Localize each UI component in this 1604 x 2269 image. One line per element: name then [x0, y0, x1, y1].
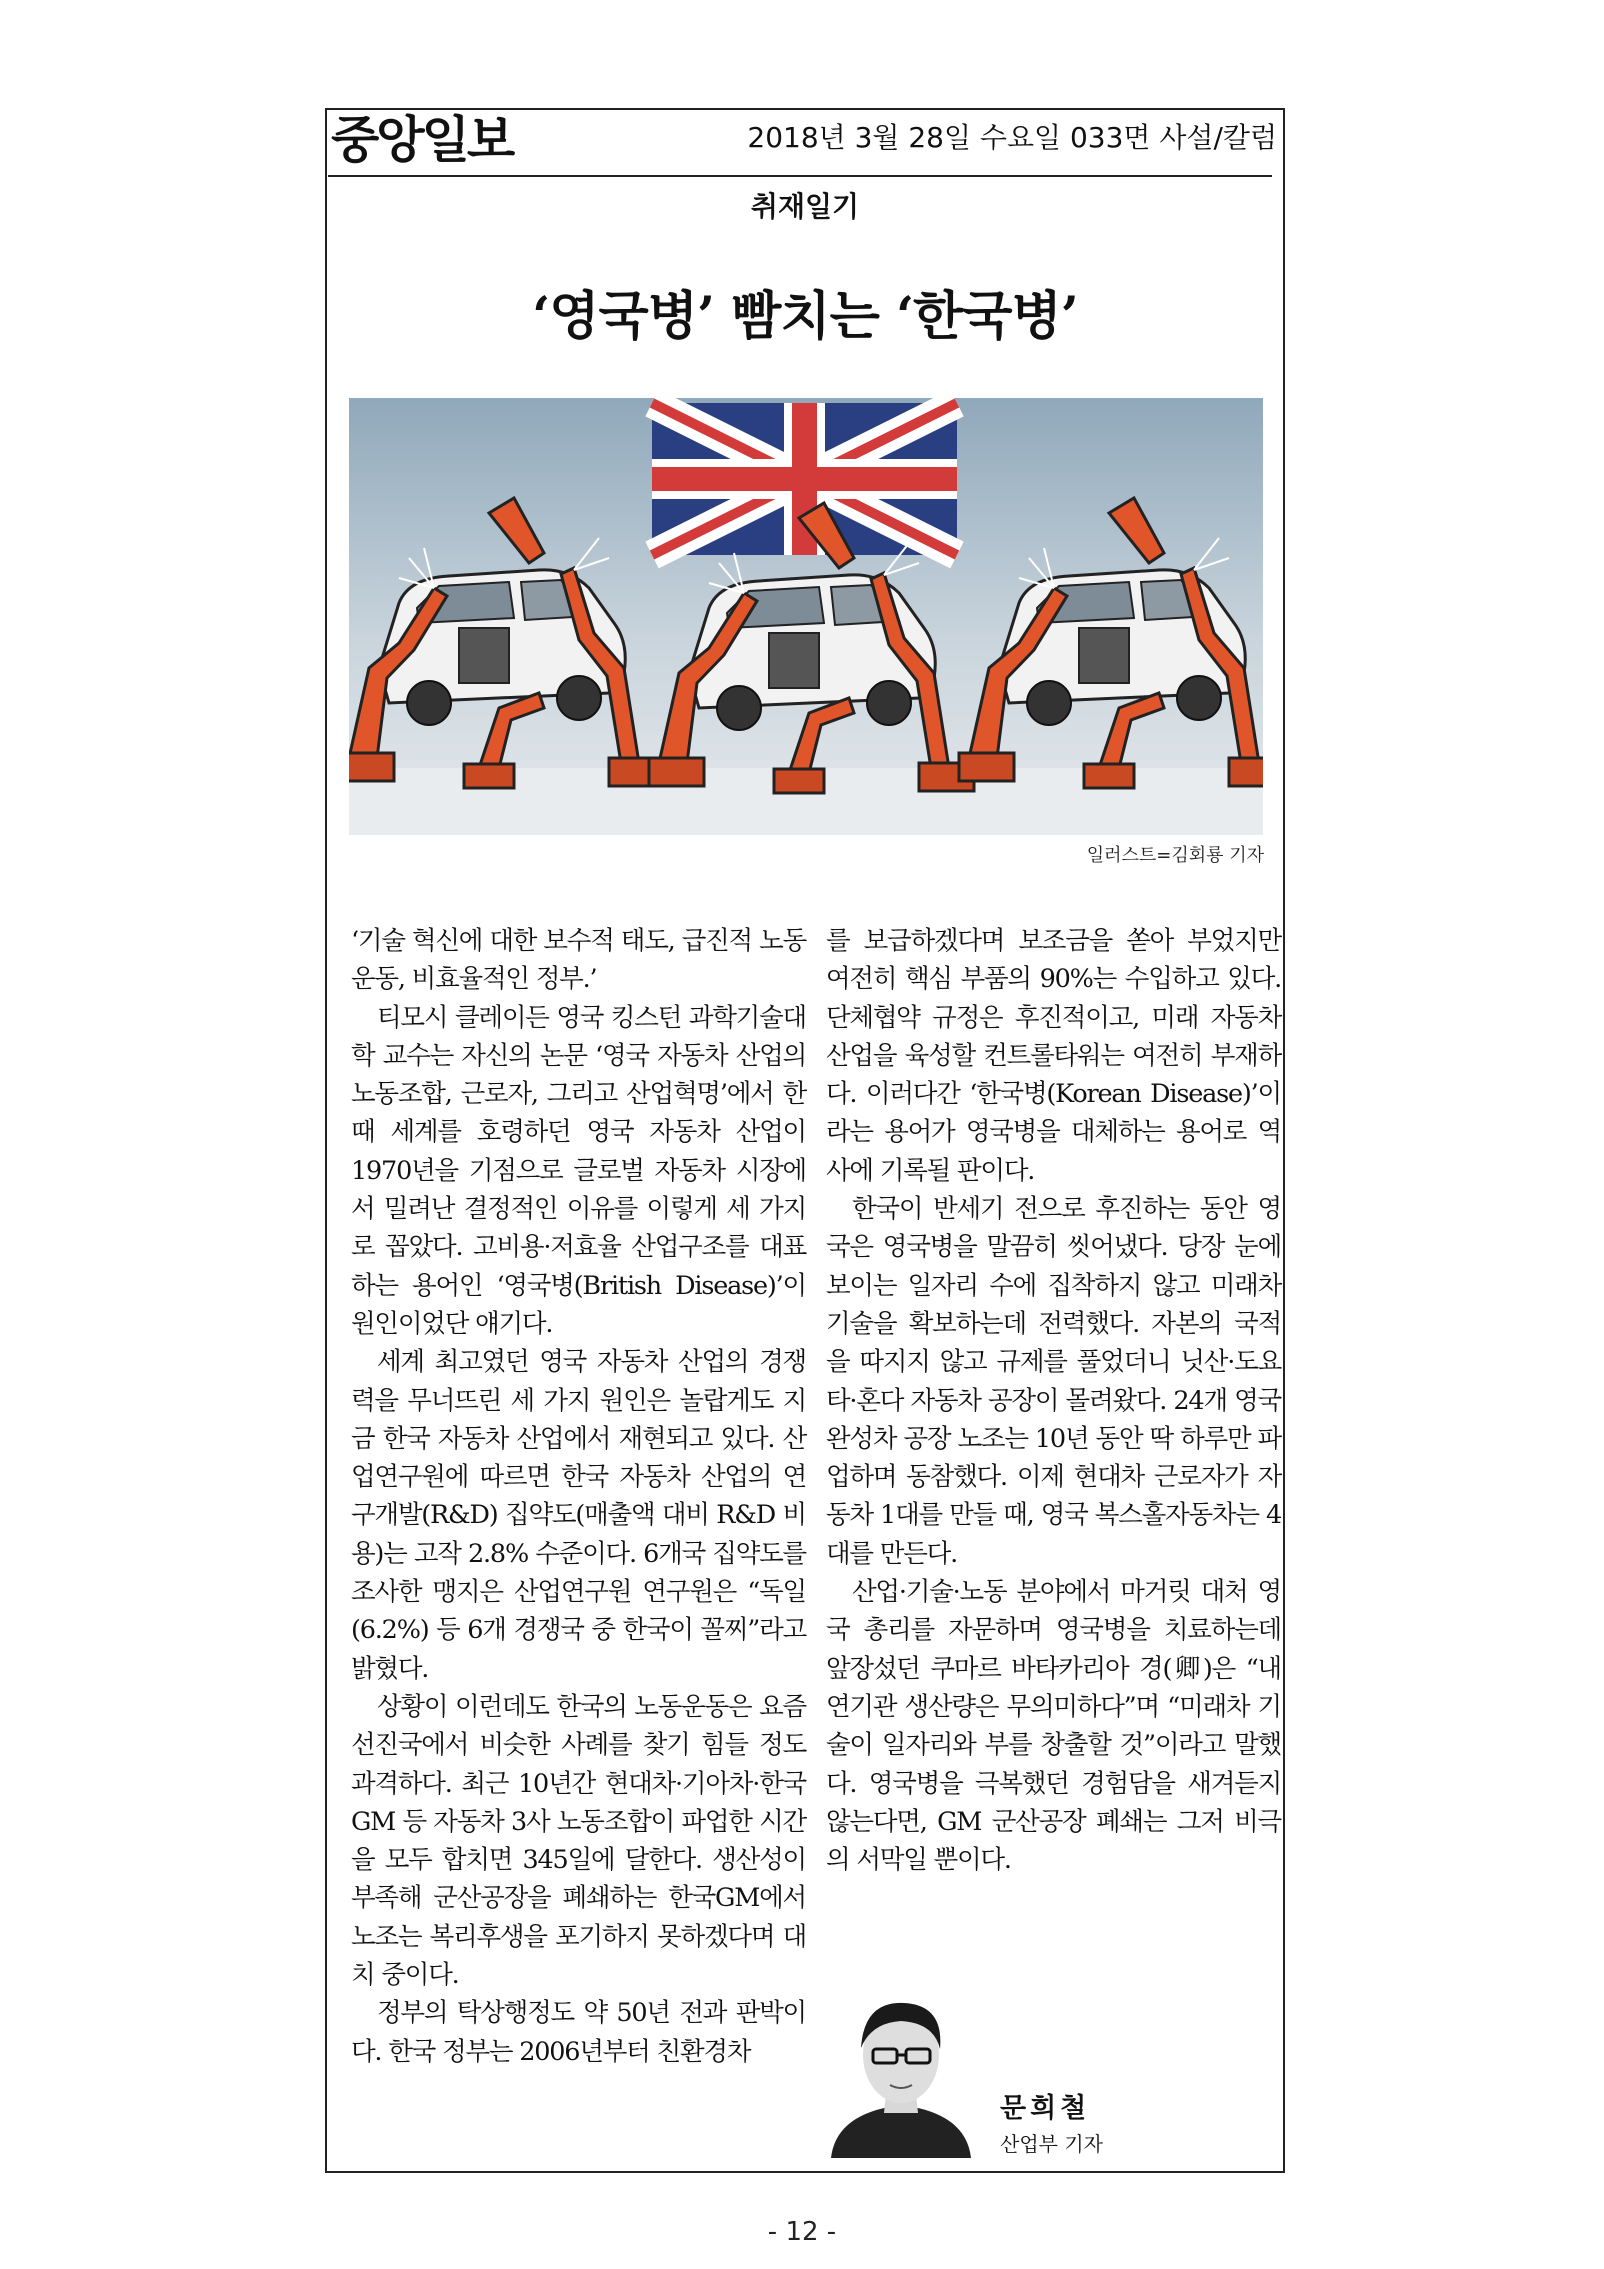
article-column-2	[826, 922, 1281, 1879]
paragraph: 한국이 반세기 전으로 후진하는 동안 영국은 영국병을 말끔히 씻어냈다. 당장 눈에 보이는 일자리 수에 집착하지 않고 미래차 기술을 확보하는데 전력했다. 자본의 국적을 따지지 않고 규제를 풀었더니 닛산·도요타·혼다 자동차 공장이 몰려왔다. 24개 영국 완성차 공장 노조는 10년 동안 딱 하루만 파업하며 동참했다. 이제 현대차 근로자가 자동차 1대를 만들 때, 영국 복스홀자동차는 4대를 만든다.	[826, 1194, 1281, 1569]
paragraph: 산업·기술·노동 분야에서 마거릿 대처 영국 총리를 자문하며 영국병을 치료하는데 앞장섰던 쿠마르 바타카리아 경(卿)은 “내연기관 생산량은 무의미하다”며 “미래차 기술이 일자리와 부를 창출할 것”이라고 말했다. 영국병을 극복했던 경험담을 새겨듣지 않는다면, GM 군산공장 폐쇄는 그저 비극의 서막일 뿐이다.	[826, 1577, 1281, 1876]
paragraph: 상황이 이런데도 한국의 노동운동은 요즘 선진국에서 비슷한 사례를 찾기 힘들 정도 과격하다. 최근 10년간 현대차·기아차·한국GM 등 자동차 3사 노동조합이 파업한 시간을 모두 합치면 345일에 달한다. 생산성이 부족해 군산공장을 폐쇄하는 한국GM에서 노조는 복리후생을 포기하지 못하겠다며 대치 중이다.	[351, 1691, 806, 1991]
author-photo	[826, 1983, 976, 2158]
dateline: 2018년 3월 28일 수요일 033면 사설/칼럼	[747, 121, 1277, 154]
paragraph: 세계 최고였던 영국 자동차 산업의 경쟁력을 무너뜨린 세 가지 원인은 놀랍게도 지금 한국 자동차 산업에서 재현되고 있다. 산업연구원에 따르면 한국 자동차 산업의 연구개발(R&D) 집약도(매출액 대비 R&D 비용)는 고작 2.8% 수준이다. 6개국 집약도를 조사한 맹지은 산업연구원 연구원은 “독일(6.2%) 등 6개 경쟁국 중 한국이 꼴찌”라고 밝혔다.	[351, 1347, 806, 1684]
author-name: 문희철	[1000, 2093, 1091, 2124]
author-role: 산업부 기자	[1000, 2132, 1103, 2156]
article-column-1	[351, 922, 806, 2071]
paragraph: ‘기술 혁신에 대한 보수적 태도, 급진적 노동운동, 비효율적인 정부.’	[351, 926, 806, 995]
page-number: - 12 -	[767, 2217, 837, 2247]
illustration	[349, 398, 1263, 835]
newspaper-logo: 중앙일보	[331, 111, 513, 169]
headline: ‘영국병’ 빰치는 ‘한국병’	[532, 286, 1078, 347]
masthead	[325, 108, 1285, 174]
paragraph: 를 보급하겠다며 보조금을 쏟아 부었지만 여전히 핵심 부품의 90%는 수입하고 있다. 단체협약 규정은 후진적이고, 미래 자동차 산업을 육성할 컨트롤타워는 여전히 부재하다. 이러다간 ‘한국병(Korean Disease)’이라는 용어가 영국병을 대체하는 용어로 역사에 기록될 판이다.	[826, 926, 1281, 1186]
union-jack-flag	[652, 403, 957, 555]
masthead-rule	[328, 175, 1272, 177]
section-label: 취재일기	[750, 190, 860, 223]
illustration-caption: 일러스트=김회룡 기자	[1086, 845, 1264, 866]
paragraph: 티모시 클레이든 영국 킹스턴 과학기술대학 교수는 자신의 논문 ‘영국 자동차 산업의 노동조합, 근로자, 그리고 산업혁명’에서 한때 세계를 호령하던 영국 자동차 산업이 1970년을 기점으로 글로벌 자동차 시장에서 밀려난 결정적인 이유를 이렇게 세 가지로 꼽았다. 고비용·저효율 산업구조를 대표하는 용어인 ‘영국병(British Disease)’이 원인이었단 얘기다.	[351, 1002, 806, 1339]
paragraph: 정부의 탁상행정도 약 50년 전과 판박이다. 한국 정부는 2006년부터 친환경차	[351, 1998, 806, 2067]
